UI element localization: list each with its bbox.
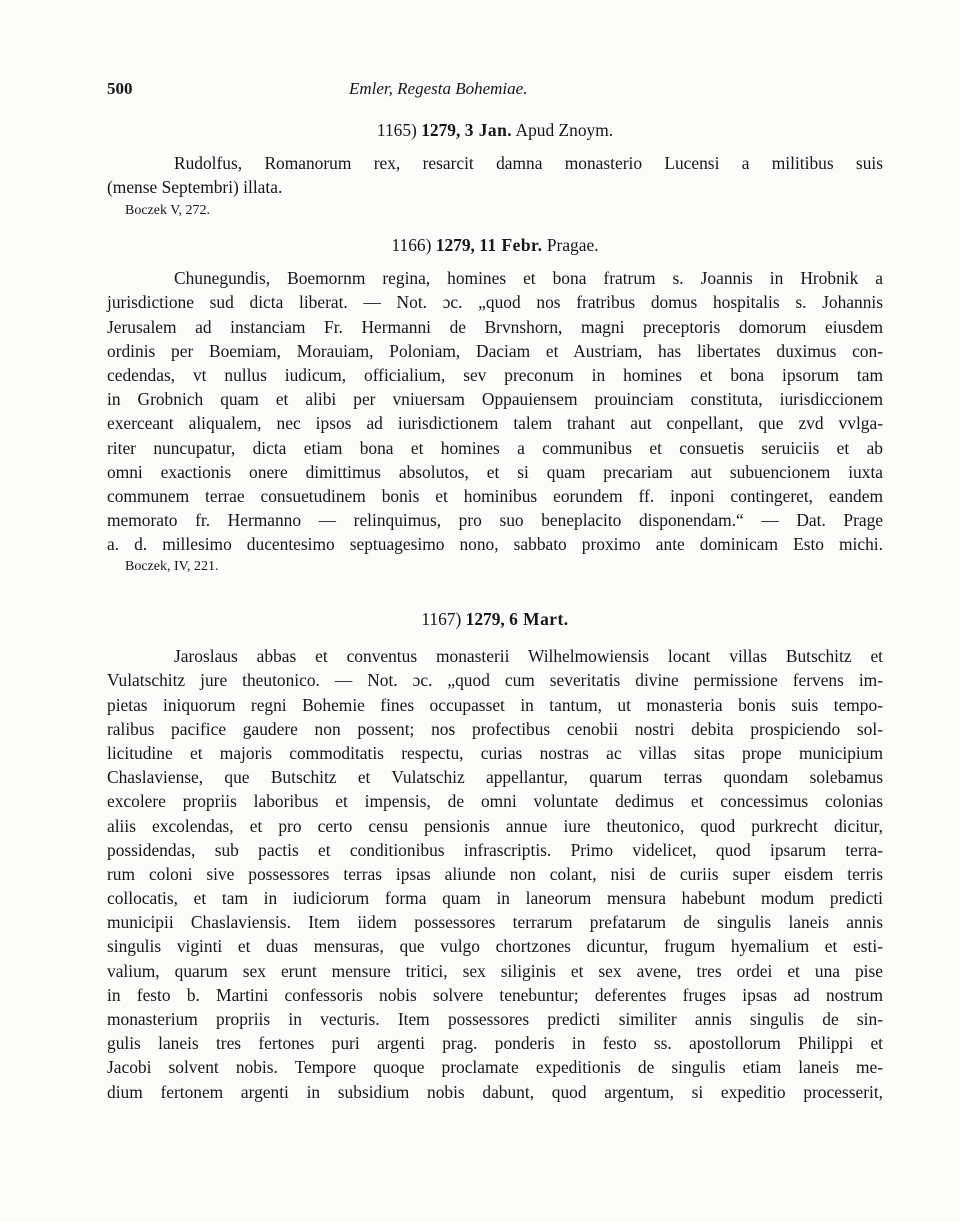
text-line: monasterium propriis in vecturis. Item possessores predicti similiter annis singulis de sin- [107,1009,883,1029]
text-line: jurisdictione sud dicta liberat. — Not. ɔc. „quod nos fratribus domus hospitalis s. Johannis [107,292,883,313]
text-line: Chunegundis, Boemornm regina, homines et bona fratrum s. Joannis in Hrobnik a [174,268,883,289]
entry-number: 1166) [391,235,432,255]
page-number: 500 [107,79,133,98]
text-line: singulis viginti et duas mensuras, que vulgo chortzones dicuntur, frugum hyemalium et esti- [107,936,883,957]
text-line: ordinis per Boemiam, Morauiam, Poloniam, Daciam et Austriam, has libertates duximus con- [107,340,883,361]
entry-place: Apud Znoym. [515,120,614,140]
source-citation: Boczek V, 272. [125,202,211,218]
entry-date: 6 Mart. [509,609,569,629]
entry-heading [107,118,883,142]
text-line: in festo b. Martini confessoris nobis solvere tenebuntur; deferentes fruges ipsas ad nostrum [107,984,883,1005]
text-line: memorato fr. Hermanno — relinquimus, pro suo beneplacito disponendam.“ — Dat. Prage [107,510,883,531]
text-line: dium fertonem argenti in subsidium nobis dabunt, quod argentum, si expeditio processerit, [107,1081,883,1102]
text-line: riter nuncupatur, dicta etiam bona et homines a communibus et consuetis seruiciis et ab [107,437,883,458]
entry-year: 1279, [435,235,475,255]
entry-year: 1279, [421,120,461,140]
text-line: in Grobnich quam et alibi per vniuersam Oppauiensem prouinciam constituta, iurisdiccionem [107,389,883,410]
text-line: rum coloni sive possessores terras ipsas aliunde non colant, nisi de curiis super eisdem terris [107,863,883,884]
entry-1166 [107,233,883,578]
text-line: municipii Chaslaviensis. Item iidem possessores terrarum prefatarum de singulis laneis annis [107,912,883,933]
entry-heading [107,233,883,257]
text-line: exerceant aliqualem, nec ipsos ad iurisdictionem talem trahant aut conpellant, que zvd vvlga- [107,413,883,434]
text-line: Jacobi solvent nobis. Tempore quoque proclamate expeditionis de singulis etiam laneis me- [107,1057,883,1078]
text-line: aliis excolendas, et pro certo censu pensionis annue iure theutonico, quod purkrecht dicitur, [107,815,883,836]
entry-place: Pragae. [546,235,599,255]
text-line: a. d. millesimo ducentesimo septuagesimo nono, sabbato proximo ante dominicam Esto michi. [107,534,883,555]
entry-number: 1167) [421,609,462,629]
text-line: Rudolfus, Romanorum rex, resarcit damna monasterio Lucensi a militibus suis [174,153,883,174]
text-line: Jaroslaus abbas et conventus monasterii Wilhelmowiensis locant villas Butschitz et [174,646,883,667]
text-line: ralibus pacifice gaudere non possent; nos profectibus cenobii nostri debita prospiciendo sol- [107,718,883,739]
text-line: gulis laneis tres fertones puri argenti prag. ponderis in festo ss. apostollorum Philippi et [107,1033,883,1054]
text-line: possidendas, sub pactis et conditionibus infrascriptis. Primo videlicet, quod ipsarum terra- [107,839,883,860]
text-line: omni exactionis onere dimittimus absolutos, et si quam precariam aut subuencionem iuxta [107,461,883,482]
text-line: excolere propriis laboribus et impensis, de omni voluntate dedimus et concessimus colonias [107,791,883,812]
entry-1167 [107,607,883,1104]
text-line: communem terrae consuetudinem bonis et hominibus eorundem ff. inponi contingeret, eandem [107,485,883,506]
text-line: collocatis, et tam in iudiciorum forma quam in laneorum mensura habebunt modum predicti [107,888,883,909]
text-line: (mense Septembri) illata. [107,177,283,198]
source-citation: Boczek, IV, 221. [125,559,219,575]
entry-1165 [107,118,883,222]
text-line: cedendas, vt nullus iudicum, officialium, sev preconum in homines et bona ipsorum tam [107,364,883,385]
running-title: Emler, Regesta Bohemiae. [349,79,528,98]
page-header [107,79,882,103]
entry-heading [107,607,883,631]
entry-year: 1279, [465,609,505,629]
text-line: licitudine et majoris commoditatis respectu, curias nostras ac villas sitas prope municipium [107,742,883,763]
text-line: pietas iniquorum regni Bohemie fines occupasset in tantum, ut monasteria bonis suis tempo- [107,694,883,715]
text-line: Vulatschitz jure theutonico. — Not. ɔc. „quod cum severitatis divine permissione fervens im- [107,670,883,691]
entry-date: 3 Jan. [464,120,513,140]
entry-date: 11 Febr. [479,235,543,255]
text-line: Jerusalem ad instanciam Fr. Hermanni de Brvnshorn, magni preceptoris domorum eiusdem [107,316,883,337]
text-line: Chaslaviense, que Butschitz et Vulatschiz appellantur, quarum terras quondam solebamus [107,767,883,788]
entry-number: 1165) [376,120,417,140]
text-line: valium, quarum sex erunt mensure tritici, sex siliginis et sex avene, tres ordei et una pise [107,960,883,981]
